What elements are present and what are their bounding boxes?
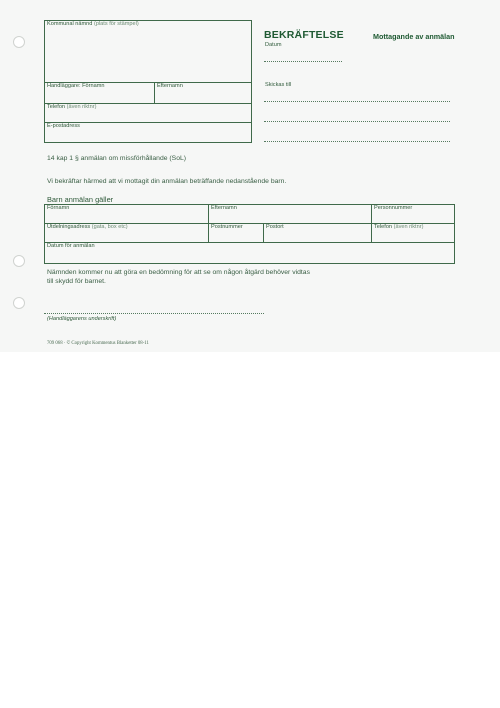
- postort-label: Postort: [266, 224, 284, 230]
- skickas-till-label: Skickas till: [265, 82, 292, 88]
- confirm-text: Vi bekräftar härmed att vi mottagit din anmälan beträffande nedanstående barn.: [47, 178, 287, 185]
- divider: [44, 242, 455, 243]
- law-reference: 14 kap 1 § anmälan om missförhållande (SoL): [47, 155, 187, 162]
- kommunal-namnd-label: Kommunal nämnd (plats för stämpel): [47, 21, 139, 27]
- skickas-till-line-2[interactable]: [264, 121, 450, 122]
- underskrift-label: (Handläggarens underskrift): [47, 316, 117, 322]
- barn-efternamn-label: Efternamn: [211, 205, 237, 211]
- barn-fornamn-label: Förnamn: [47, 205, 70, 211]
- punch-hole-1: [13, 36, 25, 48]
- divider: [263, 223, 264, 242]
- efternamn-label: Efternamn: [157, 83, 183, 89]
- punch-hole-2: [13, 255, 25, 267]
- barn-heading: Barn anmälan gäller: [47, 195, 114, 204]
- utdelningsadress-label: Utdelningsadress (gata, box etc): [47, 224, 128, 230]
- footer-copyright: 709 068 · © Copyright Kommentus Blanketter 08-11: [47, 341, 149, 346]
- skickas-till-line-3[interactable]: [264, 141, 450, 142]
- divider: [371, 204, 372, 242]
- form-subtitle: Mottagande av anmälan: [373, 32, 455, 41]
- datum-label: Datum: [265, 42, 282, 48]
- form-sheet: [0, 0, 500, 352]
- personnummer-label: Personnummer: [374, 205, 413, 211]
- namnden-text-2: till skydd för barnet.: [47, 278, 106, 285]
- postnummer-label: Postnummer: [211, 224, 243, 230]
- divider: [208, 204, 209, 223]
- telefon-label: Telefon (även riktnr): [47, 104, 97, 110]
- datum-for-anmalan-label: Datum för anmälan: [47, 243, 95, 249]
- namnden-text-1: Nämnden kommer nu att göra en bedömning för att se om någon åtgärd behöver vidtas: [47, 269, 310, 276]
- divider: [208, 223, 209, 242]
- form-title: BEKRÄFTELSE: [264, 29, 344, 41]
- underskrift-line[interactable]: [44, 313, 264, 314]
- divider: [154, 82, 155, 103]
- barn-telefon-label: Telefon (även riktnr): [374, 224, 424, 230]
- skickas-till-line-1[interactable]: [264, 101, 450, 102]
- barn-box: [44, 204, 455, 264]
- handlaggare-fornamn-label: Handläggare: Förnamn: [47, 83, 105, 89]
- punch-hole-3: [13, 297, 25, 309]
- datum-field[interactable]: [264, 61, 342, 62]
- epostadress-label: E-postadress: [47, 123, 80, 129]
